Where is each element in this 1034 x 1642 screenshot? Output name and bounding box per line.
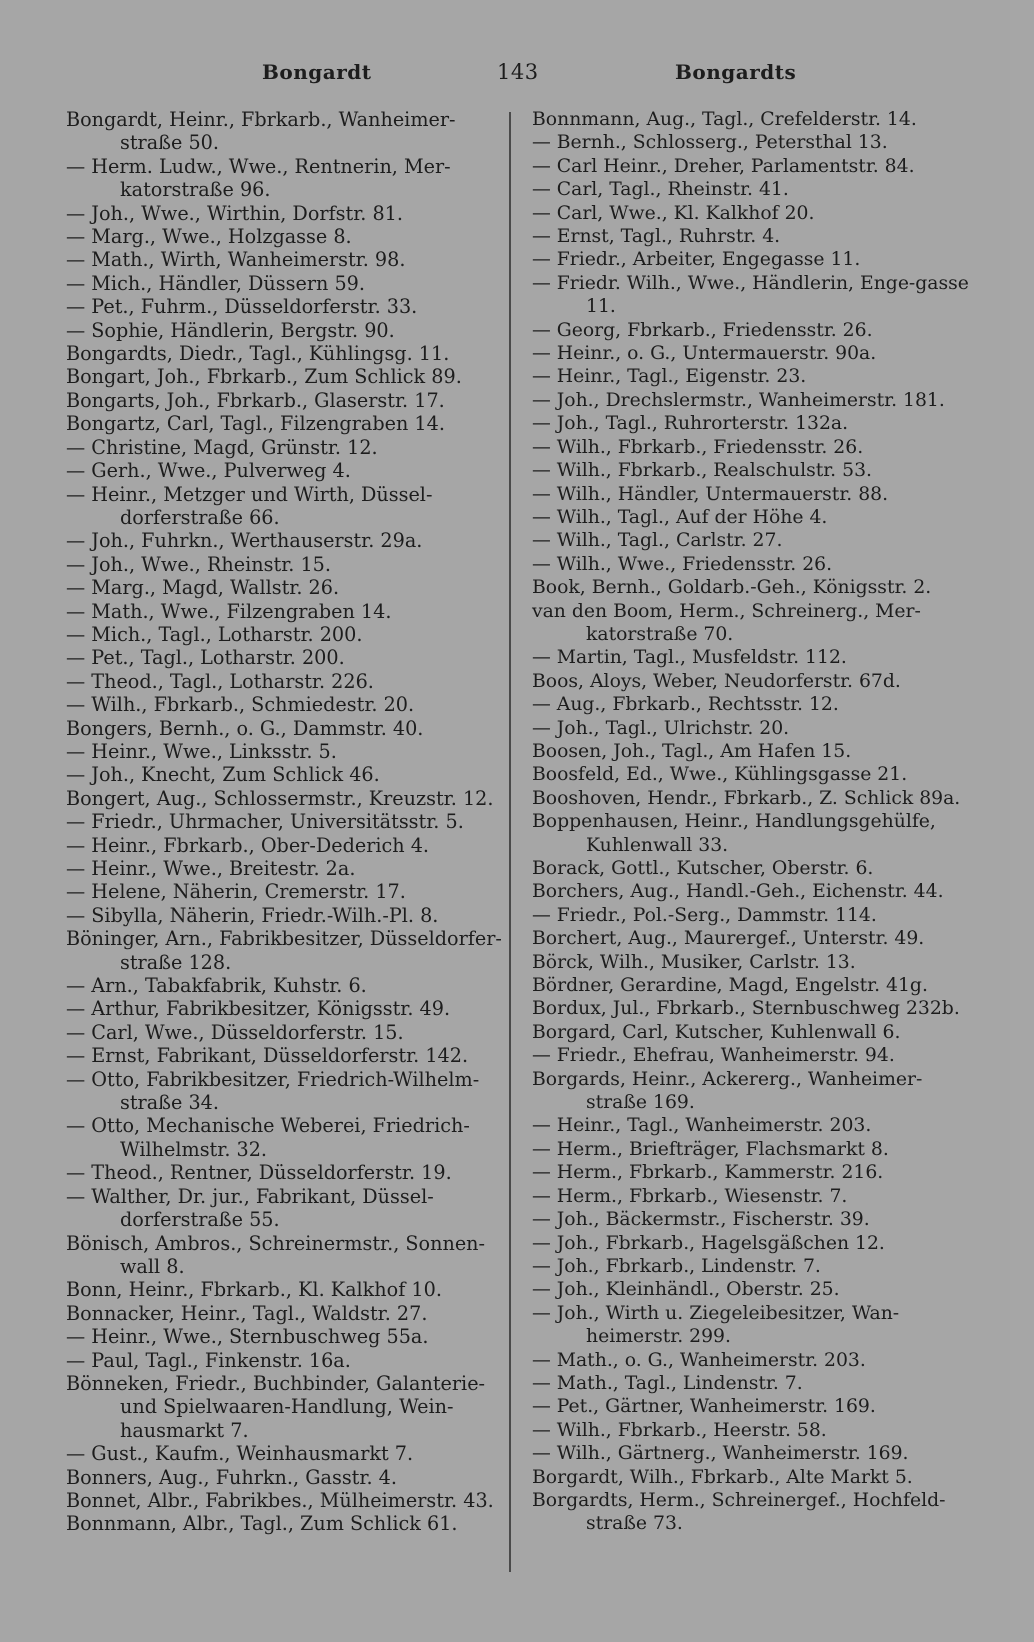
directory-entry: — Marg., Magd, Wallstr. 26. [66,576,340,600]
directory-entry: Borgardts, Herm., Schreinergef., Hochfeld-straße 73. [532,1489,946,1535]
directory-entry: — Wilh., Wwe., Friedensstr. 26. [532,553,833,575]
directory-entry: — Carl, Wwe., Düsseldorferstr. 15. [66,1020,404,1044]
directory-entry: — Math., o. G., Wanheimerstr. 203. [532,1349,866,1371]
directory-entry: — Otto, Mechanische Weberei, Friedrich-Wilhelmstr. 32. [66,1114,470,1161]
directory-entry: — Theod., Tagl., Lotharstr. 226. [66,669,374,693]
directory-entry: Borgards, Heinr., Ackererg., Wanheimer-straße 169. [532,1068,923,1114]
directory-entry: — Friedr., Pol.-Serg., Dammstr. 114. [532,904,877,926]
directory-entry: — Heinr., Tagl., Wanheimerstr. 203. [532,1115,872,1137]
directory-entry: Bongartz, Carl, Tagl., Filzengraben 14. [66,412,445,436]
column-divider [509,112,511,1572]
directory-entry: Bongardts, Diedr., Tagl., Kühlingsg. 11. [66,342,450,366]
directory-entry: Bonnmann, Albr., Tagl., Zum Schlick 61. [66,1512,458,1536]
directory-entry: Boosen, Joh., Tagl., Am Hafen 15. [532,740,852,762]
directory-entry: — Marg., Wwe., Holzgasse 8. [66,225,352,249]
directory-entry: Borchert, Aug., Maurergef., Unterstr. 49. [532,928,925,950]
directory-entry: Bordux, Jul., Fbrkarb., Sternbuschweg 232b. [532,998,960,1020]
directory-entry: — Carl, Tagl., Rheinstr. 41. [532,179,789,201]
directory-entry: — Herm. Ludw., Wwe., Rentnerin, Mer-katorstraße 96. [66,154,451,202]
directory-entry: — Martin, Tagl., Musfeldstr. 112. [532,647,847,669]
directory-entry: Boos, Aloys, Weber, Neudorferstr. 67d. [532,670,901,692]
directory-entry: — Friedr., Uhrmacher, Universitätsstr. 5. [66,810,464,834]
directory-entry: — Arn., Tabakfabrik, Kuhstr. 6. [66,974,367,998]
directory-entry: — Joh., Fbrkarb., Lindenstr. 7. [532,1255,821,1277]
directory-entry: — Carl Heinr., Dreher, Parlamentstr. 84. [532,155,915,177]
page-number: 143 [497,60,539,84]
directory-entry: — Carl, Wwe., Kl. Kalkhof 20. [532,202,815,224]
directory-entry: Borgard, Carl, Kutscher, Kuhlenwall 6. [532,1021,901,1043]
directory-entry: — Wilh., Fbrkarb., Realschulstr. 53. [532,460,872,482]
directory-entry: — Joh., Wwe., Wirthin, Dorfstr. 81. [66,201,403,225]
directory-entry: — Arthur, Fabrikbesitzer, Königsstr. 49. [66,997,451,1021]
directory-entry: — Joh., Knecht, Zum Schlick 46. [66,763,380,787]
directory-entry: — Friedr., Ehefrau, Wanheimerstr. 94. [532,1045,895,1067]
directory-entry: — Heinr., Tagl., Eigenstr. 23. [532,366,807,388]
directory-entry: — Heinr., Fbrkarb., Ober-Dederich 4. [66,833,430,857]
running-head-right: Bongardts [675,60,797,84]
directory-entry: Bonners, Aug., Fuhrkn., Gasstr. 4. [66,1465,397,1489]
directory-entry: — Gerh., Wwe., Pulverweg 4. [66,459,351,483]
directory-entry: — Heinr., o. G., Untermauerstr. 90a. [532,343,877,365]
directory-entry: Boppenhausen, Heinr., Handlungsgehülfe, Kuhlenwall 33. [532,811,936,856]
directory-entry: — Pet., Tagl., Lotharstr. 200. [66,646,345,670]
directory-entry: — Sophie, Händlerin, Bergstr. 90. [66,318,395,342]
directory-entry: Bonnmann, Aug., Tagl., Crefelderstr. 14. [532,109,917,130]
directory-entry: — Wilh., Händler, Untermauerstr. 88. [532,483,889,505]
directory-entry: Boosfeld, Ed., Wwe., Kühlingsgasse 21. [532,764,908,786]
directory-entry: — Mich., Händler, Düssern 59. [66,271,365,295]
directory-entry: — Joh., Tagl., Ruhrorterstr. 132a. [532,413,849,435]
directory-entry: — Friedr., Arbeiter, Engegasse 11. [532,249,861,271]
right-column [532,108,970,1536]
directory-entry: Bördner, Gerardine, Magd, Engelstr. 41g. [532,975,928,997]
directory-entry: — Joh., Fuhrkn., Werthauserstr. 29a. [66,529,423,553]
directory-entry: — Herm., Fbrkarb., Kammerstr. 216. [532,1162,884,1184]
directory-entry: — Pet., Fuhrm., Düsseldorferstr. 33. [66,295,418,319]
directory-entry: — Georg, Fbrkarb., Friedensstr. 26. [532,319,873,341]
directory-entry: — Wilh., Gärtnerg., Wanheimerstr. 169. [532,1443,909,1465]
directory-entry: — Heinr., Wwe., Breitestr. 2a. [66,857,356,880]
directory-entry: — Wilh., Tagl., Auf der Höhe 4. [532,506,828,528]
directory-entry: — Bernh., Schlosserg., Petersthal 13. [532,132,888,154]
directory-entry: — Herm., Fbrkarb., Wiesenstr. 7. [532,1185,848,1207]
directory-entry: — Sibylla, Näherin, Friedr.-Wilh.-Pl. 8. [66,903,439,927]
directory-entry: — Heinr., Wwe., Linksstr. 5. [66,739,337,763]
directory-entry: Bonnet, Albr., Fabrikbes., Mülheimerstr. 43. [66,1488,494,1512]
directory-entry: Booshoven, Hendr., Fbrkarb., Z. Schlick 89a. [532,787,961,809]
directory-entry: — Helene, Näherin, Cremerstr. 17. [66,880,406,904]
running-head-left: Bongardt [262,60,372,84]
directory-entry: — Walther, Dr. jur., Fabrikant, Düssel-dorferstraße 55. [66,1184,434,1232]
directory-entry: — Joh., Kleinhändl., Oberstr. 25. [532,1279,840,1301]
directory-entry: Bonnacker, Heinr., Tagl., Waldstr. 27. [66,1301,428,1325]
left-column [66,108,502,1536]
directory-entry: — Ernst, Fabrikant, Düsseldorferstr. 142. [66,1044,469,1068]
directory-entry: van den Boom, Herm., Schreinerg., Mer-katorstraße 70. [532,600,921,645]
directory-entry: — Wilh., Fbrkarb., Heerstr. 58. [532,1419,827,1441]
directory-entry: — Mich., Tagl., Lotharstr. 200. [66,622,363,646]
directory-entry: — Theod., Rentner, Düsseldorferstr. 19. [66,1161,452,1185]
directory-entry: — Herm., Briefträger, Flachsmarkt 8. [532,1138,889,1160]
directory-entry: Book, Bernh., Goldarb.-Geh., Königsstr. 2. [532,577,932,599]
directory-entry: — Heinr., Metzger und Wirth, Düssel-dorferstraße 66. [66,482,433,529]
directory-entry: Bönneken, Friedr., Buchbinder, Galanterie- und Spielwaaren-Handlung, Wein-hausmarkt 7. [66,1371,486,1442]
directory-entry: — Gust., Kaufm., Weinhausmarkt 7. [66,1442,414,1466]
directory-entry: Böninger, Arn., Fabrikbesitzer, Düsseldorfer-straße 128. [66,927,502,974]
directory-entry: Bongarts, Joh., Fbrkarb., Glaserstr. 17. [66,388,445,412]
directory-entry: — Wilh., Fbrkarb., Schmiedestr. 20. [66,693,415,717]
directory-entry: — Friedr. Wilh., Wwe., Händlerin, Enge-gasse 11. [532,272,969,318]
directory-entry: — Paul, Tagl., Finkenstr. 16a. [66,1348,351,1372]
directory-entry: — Joh., Bäckermstr., Fischerstr. 39. [532,1209,870,1231]
directory-entry: — Christine, Magd, Grünstr. 12. [66,435,378,459]
directory-entry: — Otto, Fabrikbesitzer, Friedrich-Wilhelm-straße 34. [66,1067,480,1115]
directory-entry: Bonn, Heinr., Fbrkarb., Kl. Kalkhof 10. [66,1278,442,1302]
directory-entry: — Joh., Wirth u. Ziegeleibesitzer, Wan-heimerstr. 299. [532,1302,900,1348]
directory-entry: Bongert, Aug., Schlossermstr., Kreuzstr. 12. [66,786,494,810]
directory-entry: — Math., Wwe., Filzengraben 14. [66,599,392,623]
directory-entry: — Joh., Fbrkarb., Hagelsgäßchen 12. [532,1232,885,1254]
directory-entry: Bongardt, Heinr., Fbrkarb., Wanheimer-straße 50. [66,108,456,155]
directory-entry: Bongers, Bernh., o. G., Dammstr. 40. [66,716,424,740]
directory-entry: — Heinr., Wwe., Sternbuschweg 55a. [66,1325,429,1349]
directory-entry: — Aug., Fbrkarb., Rechtsstr. 12. [532,694,839,716]
directory-entry: Börck, Wilh., Musiker, Carlstr. 13. [532,951,856,973]
directory-entry: — Ernst, Tagl., Ruhrstr. 4. [532,226,781,248]
directory-entry: Bönisch, Ambros., Schreinermstr., Sonnen-wall 8. [66,1231,486,1278]
directory-entry: — Joh., Tagl., Ulrichstr. 20. [532,717,790,739]
directory-entry: — Pet., Gärtner, Wanheimerstr. 169. [532,1396,876,1418]
directory-entry: — Wilh., Tagl., Carlstr. 27. [532,530,783,552]
directory-entry: Borchers, Aug., Handl.-Geh., Eichenstr. 44. [532,881,944,903]
directory-entry: — Wilh., Fbrkarb., Friedensstr. 26. [532,436,864,458]
directory-entry: Borack, Gottl., Kutscher, Oberstr. 6. [532,858,874,879]
directory-entry: Bongart, Joh., Fbrkarb., Zum Schlick 89. [66,365,462,389]
directory-entry: — Math., Wirth, Wanheimerstr. 98. [66,248,406,272]
directory-entry: Borgardt, Wilh., Fbrkarb., Alte Markt 5. [532,1466,913,1488]
directory-entry: — Math., Tagl., Lindenstr. 7. [532,1372,803,1394]
directory-entry: — Joh., Drechslermstr., Wanheimerstr. 181. [532,389,945,411]
directory-entry: — Joh., Wwe., Rheinstr. 15. [66,552,331,576]
